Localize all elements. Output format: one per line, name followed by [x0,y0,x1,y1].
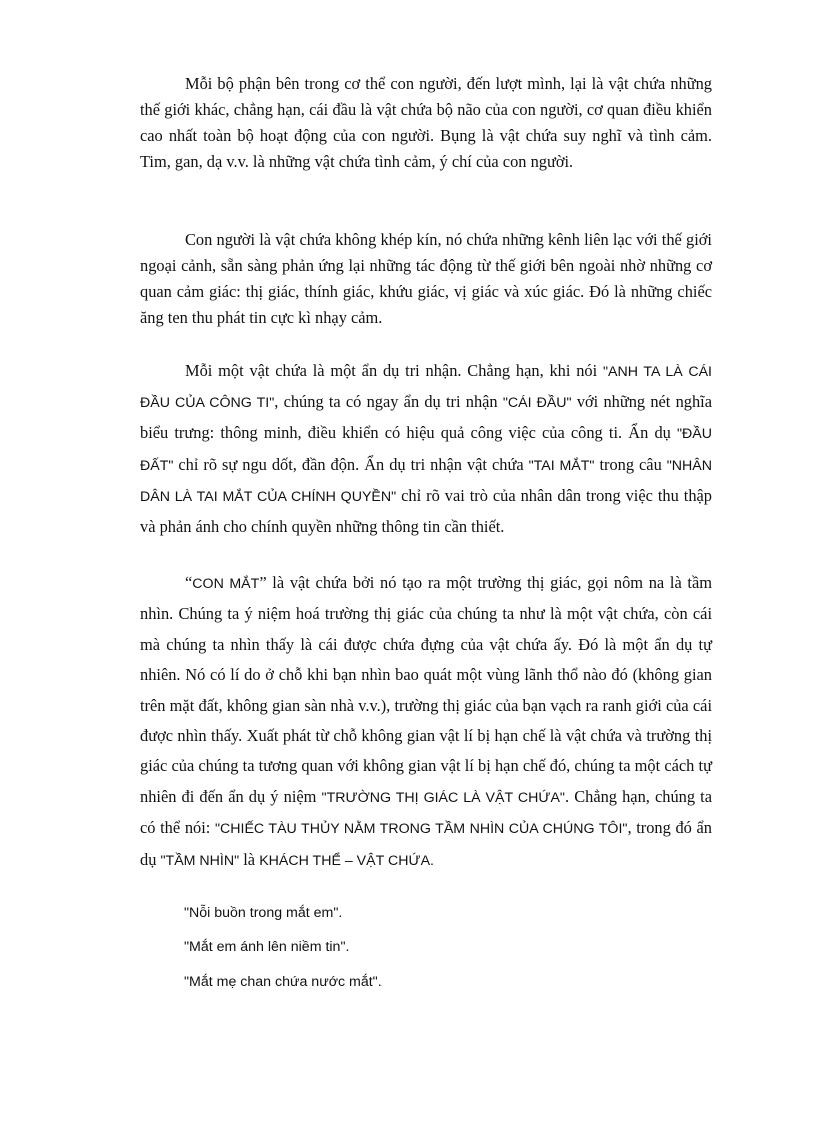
paragraph-senses [140,227,712,331]
example-phrase: "TAI MẮT" [528,457,595,474]
example-phrase: "TẦM NHÌN" [160,852,240,869]
paragraph-body-parts [140,71,712,175]
text-run: chỉ rõ sự ngu dốt, đần độn. Ẩn dụ tri nhận vật chứa [173,454,529,474]
quote-example: "Mắt mẹ chan chứa nước mắt". [184,974,382,990]
example-phrase: "CHIẾC TÀU THỦY NẰM TRONG TẦM NHÌN CỦA CHÚNG TÔI" [214,821,628,838]
text-run: là [239,849,260,869]
text-run: Con người là vật chứa không khép kín, nó chứa những kênh liên lạc với thế giới ngoại cảnh, sẵn sàng phản ứng lại những tác động từ thế giới bên ngoài nhờ những cơ quan cảm giác: thị giác, thính giác, khứu giác, vị giác và xúc giác. Đó là những chiếc ăng ten thu phát tin cực kì nhạy cảm. [140,230,712,327]
text-run: Mỗi một vật chứa là một ẩn dụ tri nhận. Chẳng hạn, khi nói [185,361,603,380]
text-run: , trong đó ẩn dụ [140,818,712,869]
text-run: “ [185,573,193,592]
paragraph-cognitive-metaphor [140,356,712,542]
example-phrase: "TRƯỜNG THỊ GIÁC LÀ VẬT CHỨA" [321,789,565,806]
paragraph-visual-field [140,568,712,876]
text-run: Mỗi bộ phận bên trong cơ thể con người, đến lượt mình, lại là vật chứa những thế giới khác, chẳng hạn, cái đầu là vật chứa bộ não của con người, cơ quan điều khiển cao nhất toàn bộ hoạt động của con người. Bụng là vật chứa suy nghĩ và tình cảm. Tim, gan, dạ v.v. là những vật chứa tình cảm, ý chí của con người. [140,74,712,171]
text-run: . Chẳng hạn, chúng ta có thể nói: [140,786,713,838]
quote-example: "Mắt em ánh lên niềm tin". [184,939,350,955]
example-phrase: KHÁCH THỂ – VẬT CHỨA. [259,852,434,869]
example-phrase: "CÁI ĐẦU" [502,395,572,412]
example-phrase: "NHÂN DÂN LÀ TAI MẮT CỦA CHÍNH QUYỀN" [140,457,713,505]
text-run: , chúng ta có ngay ẩn dụ tri nhận [274,392,503,412]
text-run: trong câu [594,454,667,474]
quote-example: "Nỗi buồn trong mắt em". [184,905,343,921]
text-run: chỉ rõ vai trò của nhân dân trong việc thu thập và phản ánh cho chính quyền những thông tin cần thiết. [140,485,712,537]
text-run: với những nét nghĩa biểu trưng: thông minh, điều khiển có hiệu quả công việc của công ti. Ẩn dụ [140,392,712,443]
example-phrase: "ANH TA LÀ CÁI ĐẦU CỦA CÔNG TI" [140,364,712,412]
text-run: ” là vật chứa bởi nó tạo ra một trường thị giác, gọi nôm na là tầm nhìn. Chúng ta ý niệm hoá trường thị giác của chúng ta như là một vật chứa, còn cái mà chúng ta nhìn thấy là cái được chứa đựng của vật chứa ấy. Đó là một ẩn dụ tự nhiên. Nó có lí do ở chỗ khi bạn nhìn bao quát một vùng lãnh thổ nào đó (không gian trên mặt đất, không gian sàn nhà v.v.), trường thị giác của bạn vạch ra ranh giới của cái được nhìn thấy. Xuất phát từ chỗ không gian vật lí bị hạn chế là vật chứa và trường thị giác của chúng ta tương quan với không gian vật lí bị hạn chế đó, chúng ta một cách tự nhiên đi đến ẩn dụ ý niệm [140,573,713,806]
example-phrase: CON MẮT [192,576,260,592]
example-phrase: "ĐẦU ĐẤT" [140,426,712,474]
